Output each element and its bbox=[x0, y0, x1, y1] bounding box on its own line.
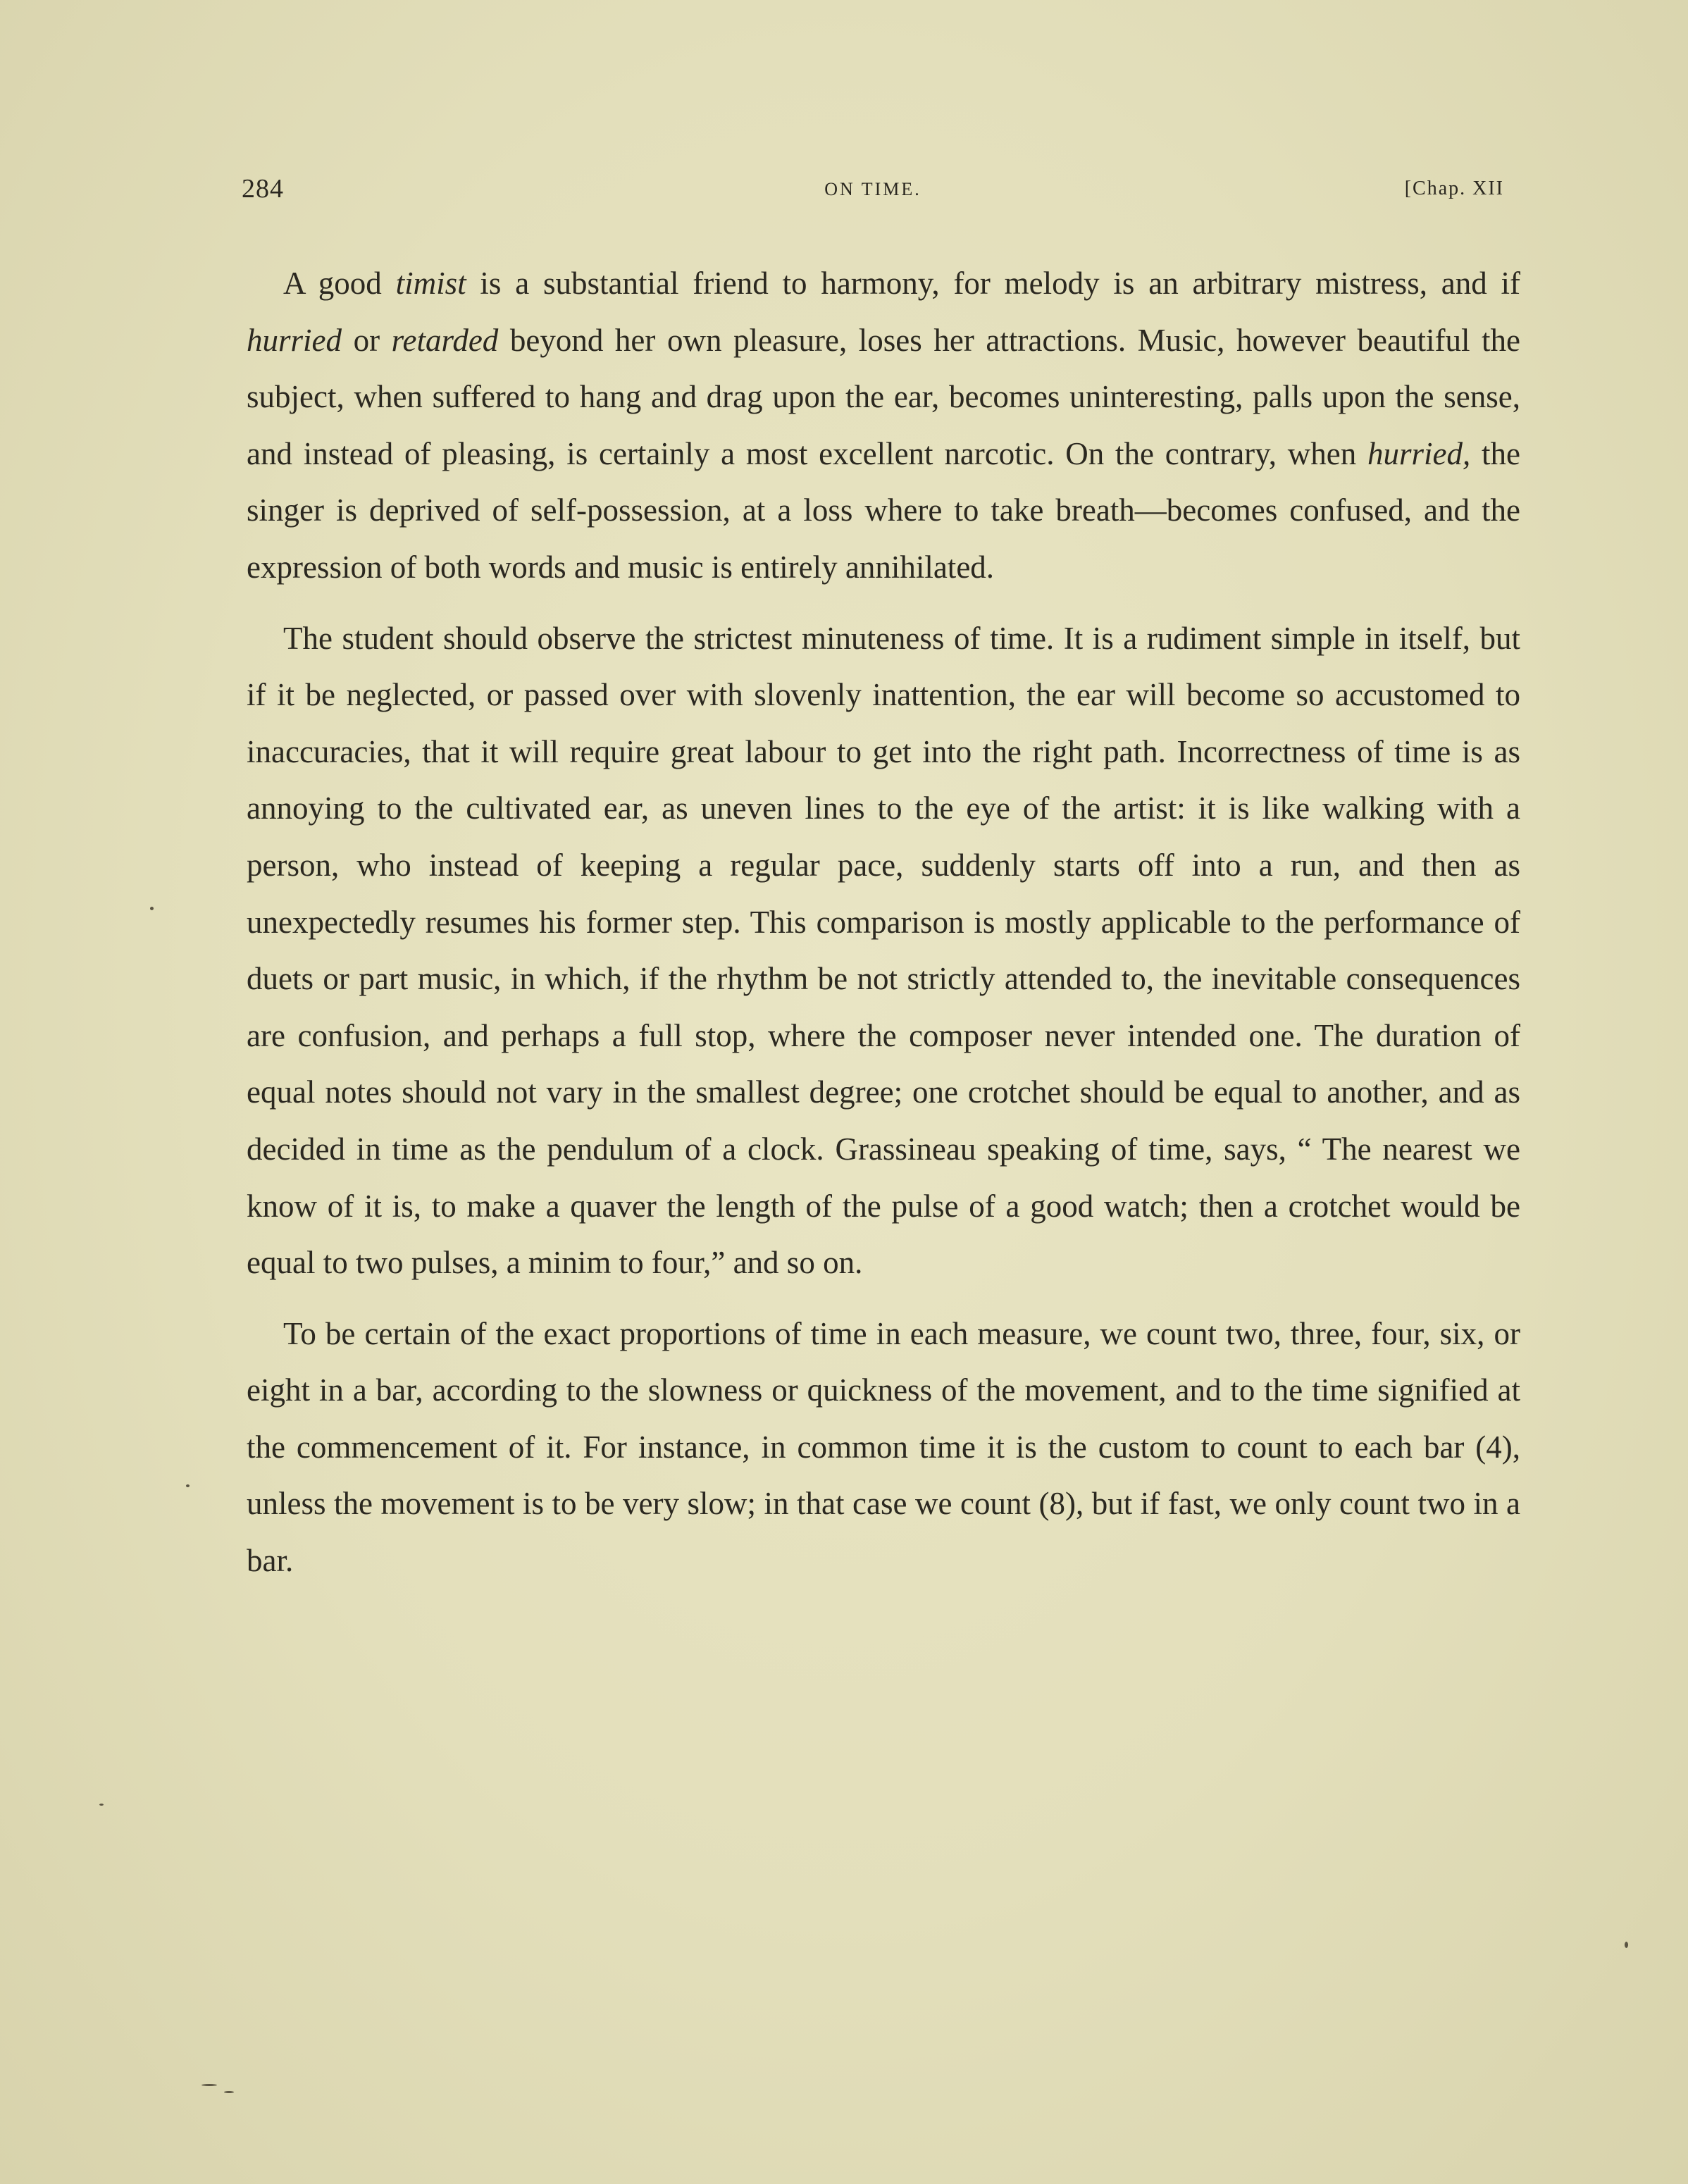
paper-speck bbox=[150, 907, 154, 910]
italic-run: hurried, bbox=[1367, 435, 1471, 471]
running-title: ON TIME. bbox=[824, 179, 921, 199]
text-run: is a substantial friend to harmony, for melody is an arbitrary mistress, and if bbox=[466, 266, 1521, 301]
paper-speck bbox=[201, 2084, 217, 2086]
italic-run: hurried bbox=[247, 322, 342, 358]
paragraph-strictest-time bbox=[247, 610, 1520, 1291]
paragraph-counting-bars bbox=[247, 1305, 1520, 1589]
text-run: the singer is deprived of self-possession, at a loss where to take breath—becomes confused, and the expression of both words and music is entirely annihilated. bbox=[247, 435, 1520, 585]
paper-speck bbox=[1625, 1942, 1628, 1948]
paper-speck bbox=[99, 1804, 104, 1806]
paragraph-timist bbox=[247, 255, 1520, 596]
chapter-reference: [Chap. XII bbox=[1404, 178, 1504, 199]
italic-run: timist bbox=[395, 266, 466, 301]
text-run: beyond her own pleasure, loses her attractions. Music, however beautiful the subject, when suffered to hang and drag upon the ear, becomes uninteresting, palls upon the sense, and instead of pleasing, is certainly a most excellent narcotic. On the contrary, when bbox=[247, 322, 1520, 471]
paper-speck bbox=[224, 2091, 234, 2093]
page-number: 284 bbox=[242, 174, 284, 204]
text-run: or bbox=[342, 322, 392, 358]
text-run: The student should observe the strictest minuteness of time. It is a rudiment simple in itself, but if it be neglected, or passed over with slovenly inattention, the ear will become so accustomed to inaccuracies, that it will require great labour to get into the right path. Incorrectness of time is as annoying to the cultivated ear, as uneven lines to the eye of the artist: it is like walking with a person, who instead of keeping a regular pace, suddenly starts off into a run, and then as unexpectedly resumes his former step. This comparison is mostly applicable to the performance of duets or part music, in which, if the rhythm be not strictly attended to, the inevitable consequences are confusion, and perhaps a full stop, where the composer never intended one. The duration of equal notes should not vary in the smallest degree; one crotchet should be equal to another, and as decided in time as the pendulum of a clock. Grassineau speaking of time, says, “ The nearest we know of it is, to make a quaver the length of the pulse of a good watch; then a crotchet would be equal to two pulses, a minim to four,” and so on. bbox=[247, 620, 1520, 1281]
paper-speck bbox=[186, 1484, 190, 1487]
page-header bbox=[242, 173, 1504, 207]
body-text bbox=[247, 255, 1520, 1603]
text-run: A good bbox=[283, 266, 396, 301]
italic-run: retarded bbox=[391, 322, 499, 358]
text-run: To be certain of the exact proportions of time in each measure, we count two, three, four, six, or eight in a bar, according to the slowness or quickness of the movement, and to the time signified at the commencement of it. For instance, in common time it is the custom to count to each bar (4), unless the movement is to be very slow; in that case we count (8), but if fast, we only count two in a bar. bbox=[247, 1315, 1520, 1579]
